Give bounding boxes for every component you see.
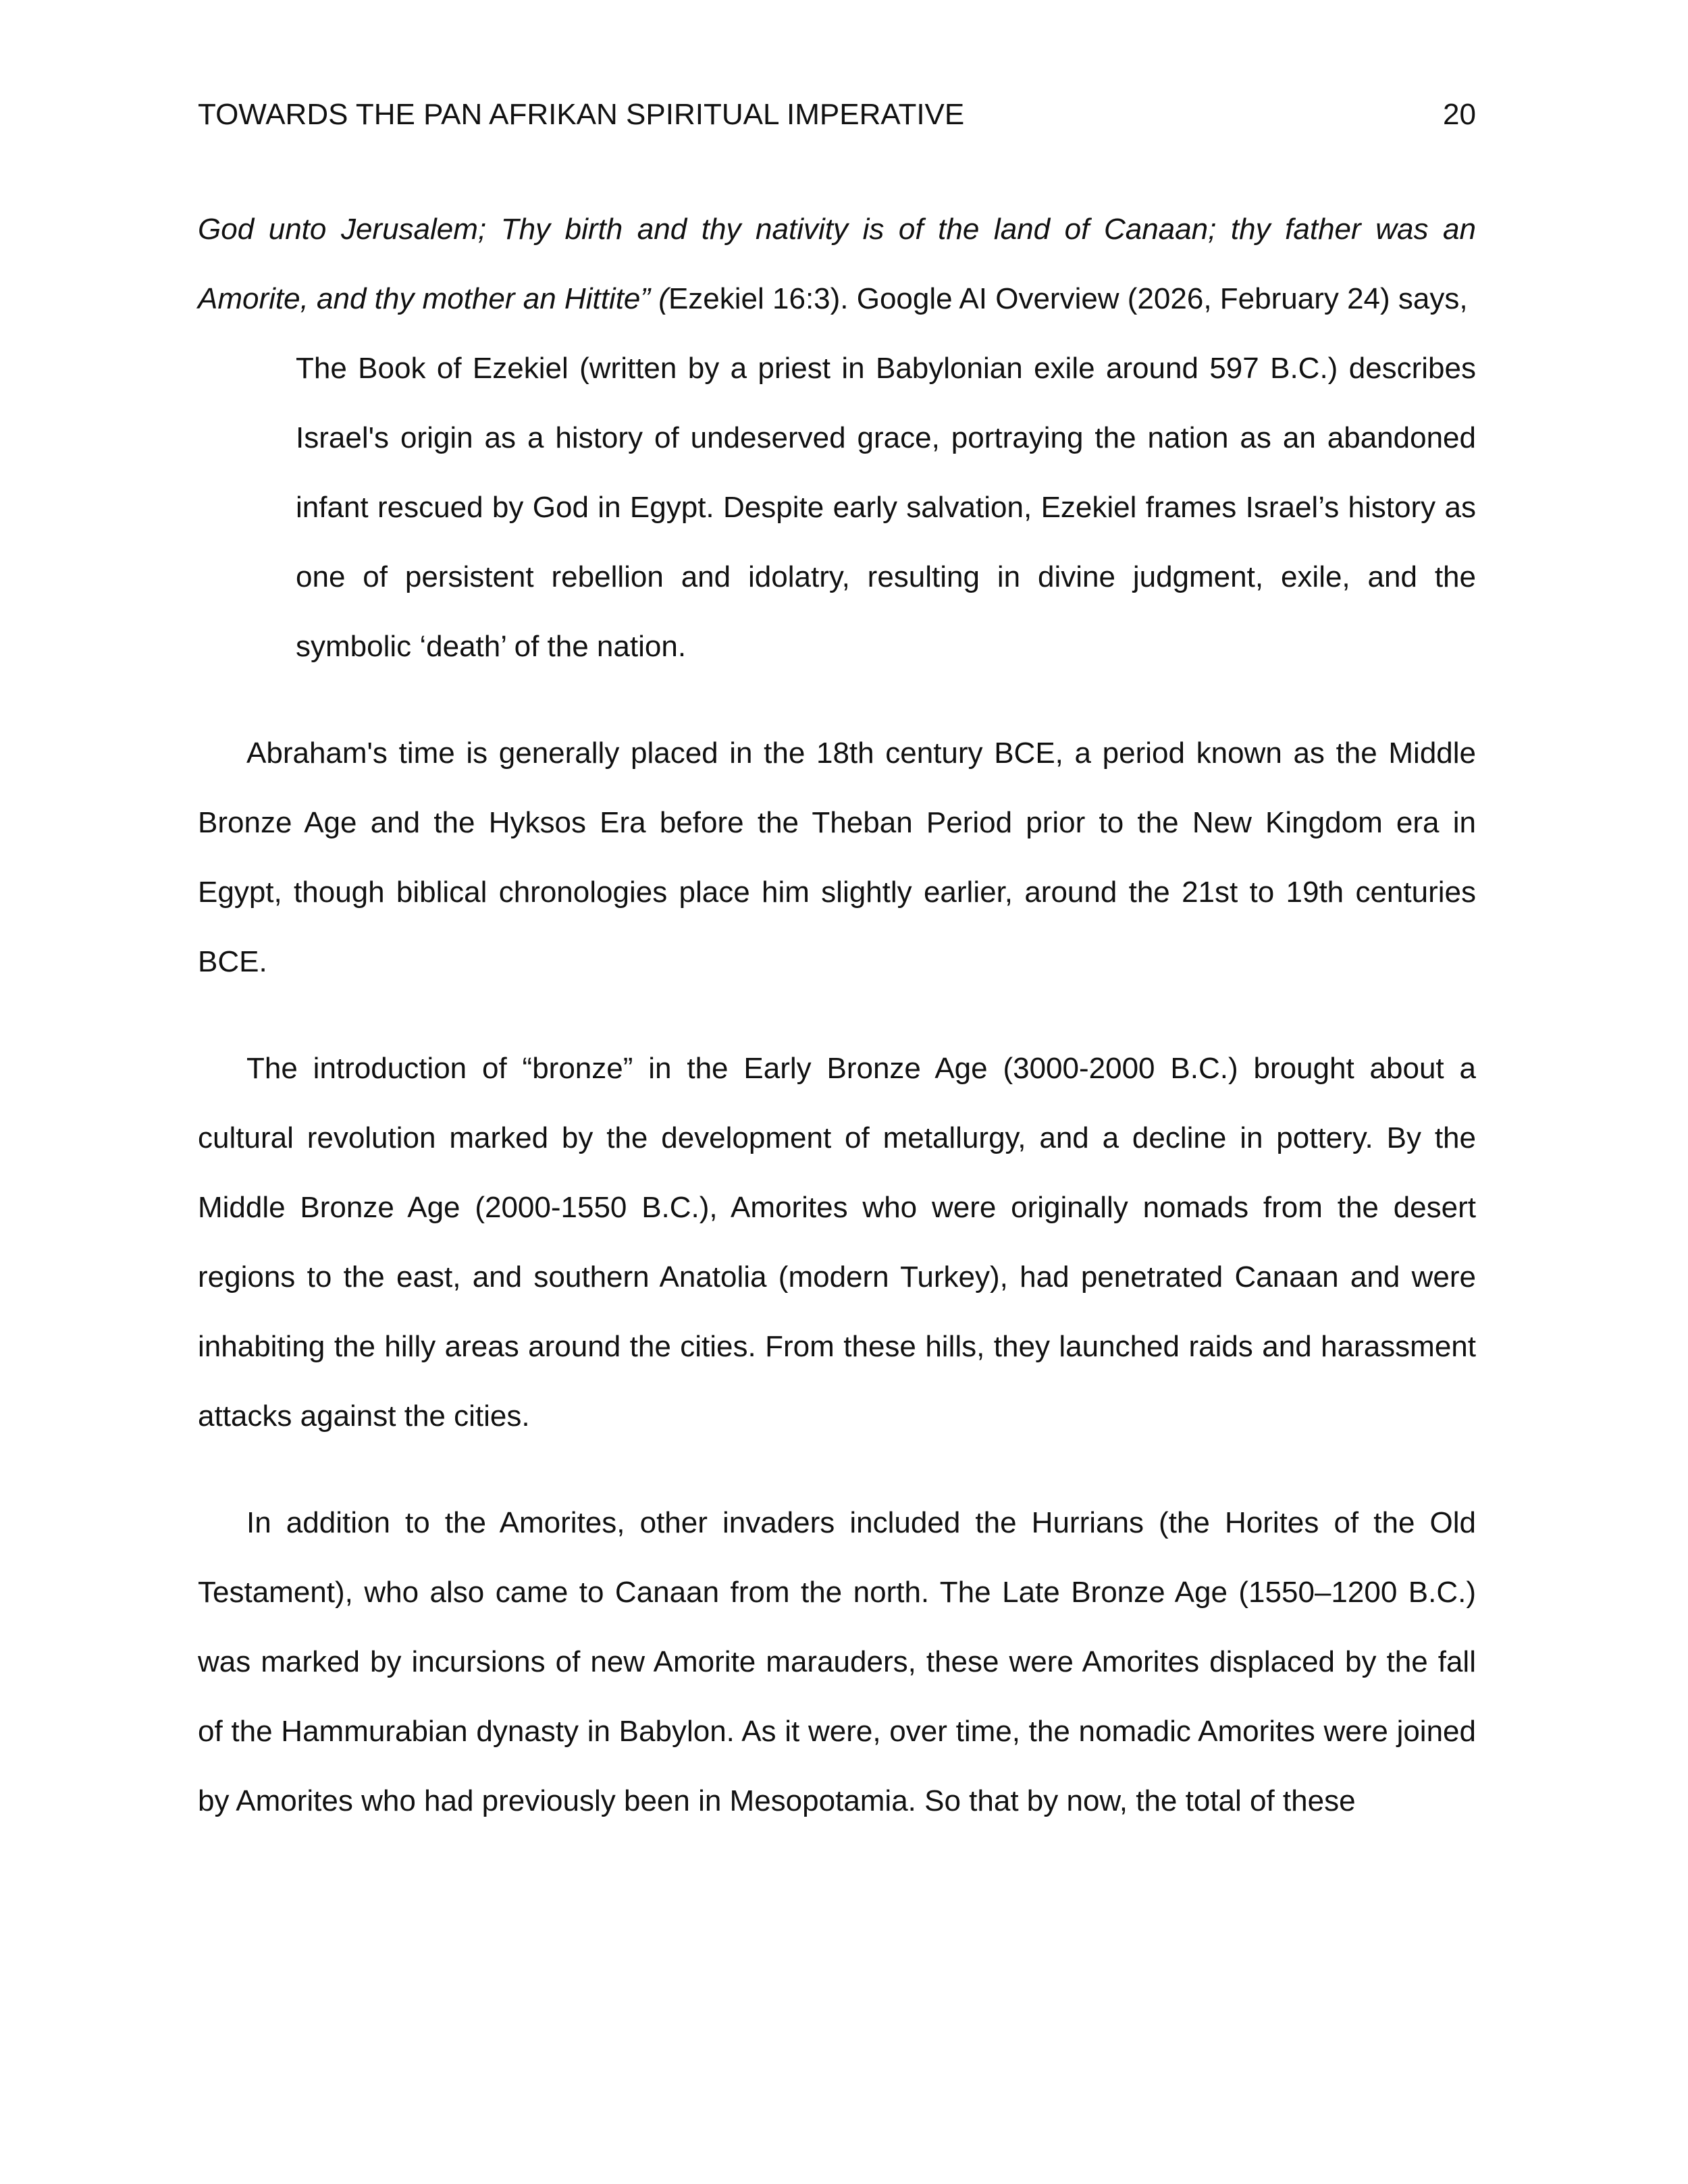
page-number: 20 <box>1443 98 1476 131</box>
paragraph-bronze-age: The introduction of “bronze” in the Early Bronze Age (3000-2000 B.C.) brought about a cultural revolution marked by the development of metallurgy, and a decline in pottery. By the Middle Bronze Age (2000-1550 B.C.), Amorites who were originally nomads from the desert regions to the east, and southern Anatolia (modern Turkey), had penetrated Canaan and were inhabiting the hilly areas around the cities. From these hills, they launched raids and harassment attacks against the cities. <box>198 1052 1476 1433</box>
paragraph-abraham: Abraham's time is generally placed in the 18th century BCE, a period known as the Middle Bronze Age and the Hyksos Era before the Theban Period prior to the New Kingdom era in Egypt, though biblical chronologies place him slightly earlier, around the 21st to 19th centuries BCE. <box>198 737 1476 978</box>
paragraph-invaders: In addition to the Amorites, other invaders included the Hurrians (the Horites of the Old Testament), who also came to Canaan from the north. The Late Bronze Age (1550–1200 B.C.) was marked by incursions of new Amorite marauders, these were Amorites displaced by the fall of the Hammurabian dynasty in Babylon. As it were, over time, the nomadic Amorites were joined by Amorites who had previously been in Mesopotamia. So that by now, the total of these <box>198 1506 1476 1817</box>
running-title: TOWARDS THE PAN AFRIKAN SPIRITUAL IMPERATIVE <box>198 98 965 131</box>
running-head <box>198 95 1476 135</box>
continued-paragraph <box>198 194 1476 334</box>
block-quote: The Book of Ezekiel (written by a priest in Babylonian exile around 597 B.C.) describes Israel's origin as a history of undeserved grace, portraying the nation as an abandoned infant rescued by God in Egypt. Despite early salvation, Ezekiel frames Israel’s history as one of persistent rebellion and idolatry, resulting in divine judgment, exile, and the symbolic ‘death’ of the nation. <box>296 352 1476 663</box>
ezekiel-citation: Ezekiel 16:3). Google AI Overview (2026, February 24) says, <box>668 282 1468 315</box>
ezekiel-quote: God unto Jerusalem; Thy birth and thy nativity is of the land of Canaan; thy father was an Amorite, and thy mother an Hittite” ( <box>198 213 1476 315</box>
body-text <box>198 194 1476 1836</box>
